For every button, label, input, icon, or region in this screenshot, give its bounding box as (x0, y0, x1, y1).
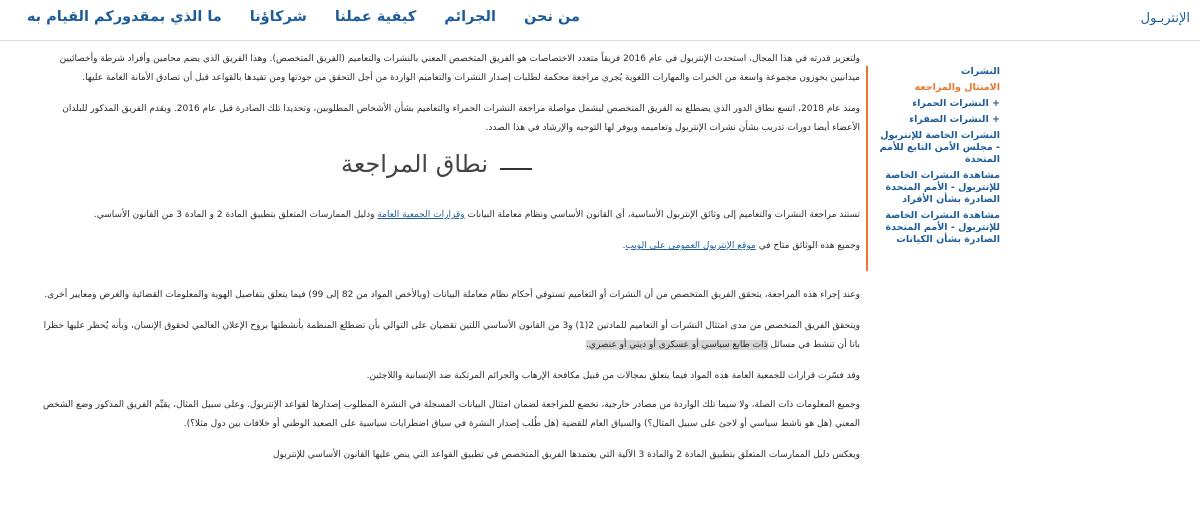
interpol-website-link[interactable]: موقع الإنتربول العمومي على الويب (625, 241, 756, 251)
nav-item-about[interactable]: من نحن (523, 9, 580, 25)
paragraph-repository-practice: ويعكس دليل الممارسات المتعلق بتطبيق المادة 2 والمادة 3 الآلية التي يعتمدها الفريق المتخصص في تطبيق القواعد التي ينص عليها القانون الأساسي للإنتربول (272, 450, 860, 460)
nav-item-partners[interactable]: شركاؤنا (249, 9, 307, 25)
main-content (32, 50, 860, 477)
paragraph-specialized-team: ولتعزيز قدرته في هذا المجال، استحدث الإنتربول في عام 2016 فريقاً متعدد الاختصاصات هو الفريق المتخصص المعني بالنشرات والتعاميم (الفريق المتخصص). وهذا الفريق الذي يضم محامين وأفراد شرطة وأخصائيين ميدانيين يحوزون مجموعة واسعة من الخبرات والمهارات اللغوية يُجري مراجعة محكمة لطلبات إصدار النشرات والتعاميم الواردة من أجل التحقق من جودتها ومن تقيدها بالقواعد قبل أن تصادق الأمانة العامة عليها. (59, 54, 860, 83)
brand-logo[interactable]: الإنتربـول (1140, 11, 1190, 26)
paragraph-information-review: وجميع المعلومات ذات الصلة، ولا سيما تلك الواردة من مصادر خارجية، تخضع للمراجعة لضمان امتثال البيانات المسجلة في النشرة المطلوب إصدارها لقواعد الإنتربول. وعلى سبيل المثال، يقيِّم الفريق المذكور وضع الشخص المعني (هل هو ناشط سياسي أو لاجئ على سبيل المثال؟) والسياق العام للقضية (هل طُلب إصدار النشرة في سياق اضطرابات سياسية على الصعيد الوطني أو خلافات بين دول مثلا؟). (42, 400, 860, 429)
sidebar-item-compliance-review[interactable]: الامتثال والمراجعة (914, 82, 1000, 93)
sidebar-item-notices[interactable]: النشرات (960, 66, 1000, 77)
sidebar-item-red-notices[interactable]: + النشرات الحمراء (912, 98, 1000, 109)
sidebar-item-un-special-notices[interactable]: النشرات الخاصة للإنتربول - مجلس الأمن التابع للأمم المتحدة (879, 130, 1000, 165)
section-heading-text: نطاق المراجعة (341, 150, 488, 178)
general-assembly-resolutions-link[interactable]: وقرارات الجمعية العامة (377, 210, 465, 220)
paragraph-basis-documents-text-end: ودليل الممارسات المتعلق بتطبيق المادة 2 و المادة 3 من القانون الأساسي. (93, 210, 378, 220)
heading-divider-line (500, 168, 532, 170)
paragraph-resolutions-interpretation: وقد فسّرت قرارات للجمعية العامة هذه المواد فيما يتعلق بمجالات من قبيل مكافحة الإرهاب والجرائم المرتكبة ضد الإنسانية واللاجئين. (366, 371, 860, 381)
paragraph-basis-documents (32, 206, 860, 225)
nav-item-what-you-can-do[interactable]: ما الذي بمقدوركم القيام به (26, 9, 222, 25)
paragraph-documents-available-end: . (622, 241, 626, 251)
nav-item-crimes[interactable]: الجرائم (444, 9, 496, 25)
top-navigation (0, 0, 1200, 41)
paragraph-documents-available (32, 237, 860, 256)
paragraph-article-compliance-text: ويتحقق الفريق المتخصص من مدى امتثال النشرات أو التعاميم للمادتين 2(1) و3 من القانون الأساسي اللتين تقضيان على التوالي بأن تضطلع المنظمة بأنشطتها بروح الإعلان العالمي لحقوق الإنسان، وبأنه يُحظر عليها حظرا باتا أن تنشط في مسائل (43, 321, 860, 350)
highlighted-text: ذات طابع سياسي أو عسكري أو ديني أو عنصري. (586, 340, 768, 350)
sidebar (866, 66, 1000, 271)
paragraph-scope-expansion: ومنذ عام 2018، اتسع نطاق الدور الذي يضطلع به الفريق المتخصص ليشمل مواصلة مراجعة النشرات الحمراء والتعاميم بشأن الأشخاص المطلوبين، وتحديدا تلك الصادرة قبل عام 2016. ويقدم الفريق المذكور للبلدان الأعضاء أيضا دورات تدريب بشأن نشرات الإنتربول وتعاميمه ويوفر لها التوجيه والإرشاد في هذا الصدد. (62, 104, 860, 133)
paragraph-basis-documents-text: تستند مراجعة النشرات والتعاميم إلى وثائق الإنتربول الأساسية، أي القانون الأساسي ونظام معاملة البيانات (464, 210, 860, 220)
spacer (32, 268, 860, 286)
main-menu (0, 9, 580, 25)
sidebar-item-yellow-notices[interactable]: + النشرات الصفراء (909, 114, 1000, 125)
sidebar-item-un-notices-entities[interactable]: مشاهدة النشرات الخاصة للإنتربول - الأمم المتحدة الصادرة بشأن الكيانات (885, 210, 1000, 245)
section-heading (32, 150, 860, 190)
nav-item-how-we-work[interactable]: كيفية عملنا (334, 9, 417, 25)
paragraph-documents-available-text: وجميع هذه الوثائق متاح في (755, 241, 860, 251)
sidebar-item-un-notices-individuals[interactable]: مشاهدة النشرات الخاصة للإنتربول - الأمم المتحدة الصادرة بشأن الأفراد (885, 170, 1000, 205)
paragraph-data-rules-check: وعند إجراء هذه المراجعة، يتحقق الفريق المتخصص من أن النشرات أو التعاميم تستوفي أحكام نظام معاملة البيانات (وبالأخص المواد من 82 إلى 99) فيما يتعلق بتفاصيل الهوية والمعلومات القضائية والغرض ومعايير أخرى. (44, 290, 860, 300)
paragraph-article-compliance (32, 317, 860, 355)
